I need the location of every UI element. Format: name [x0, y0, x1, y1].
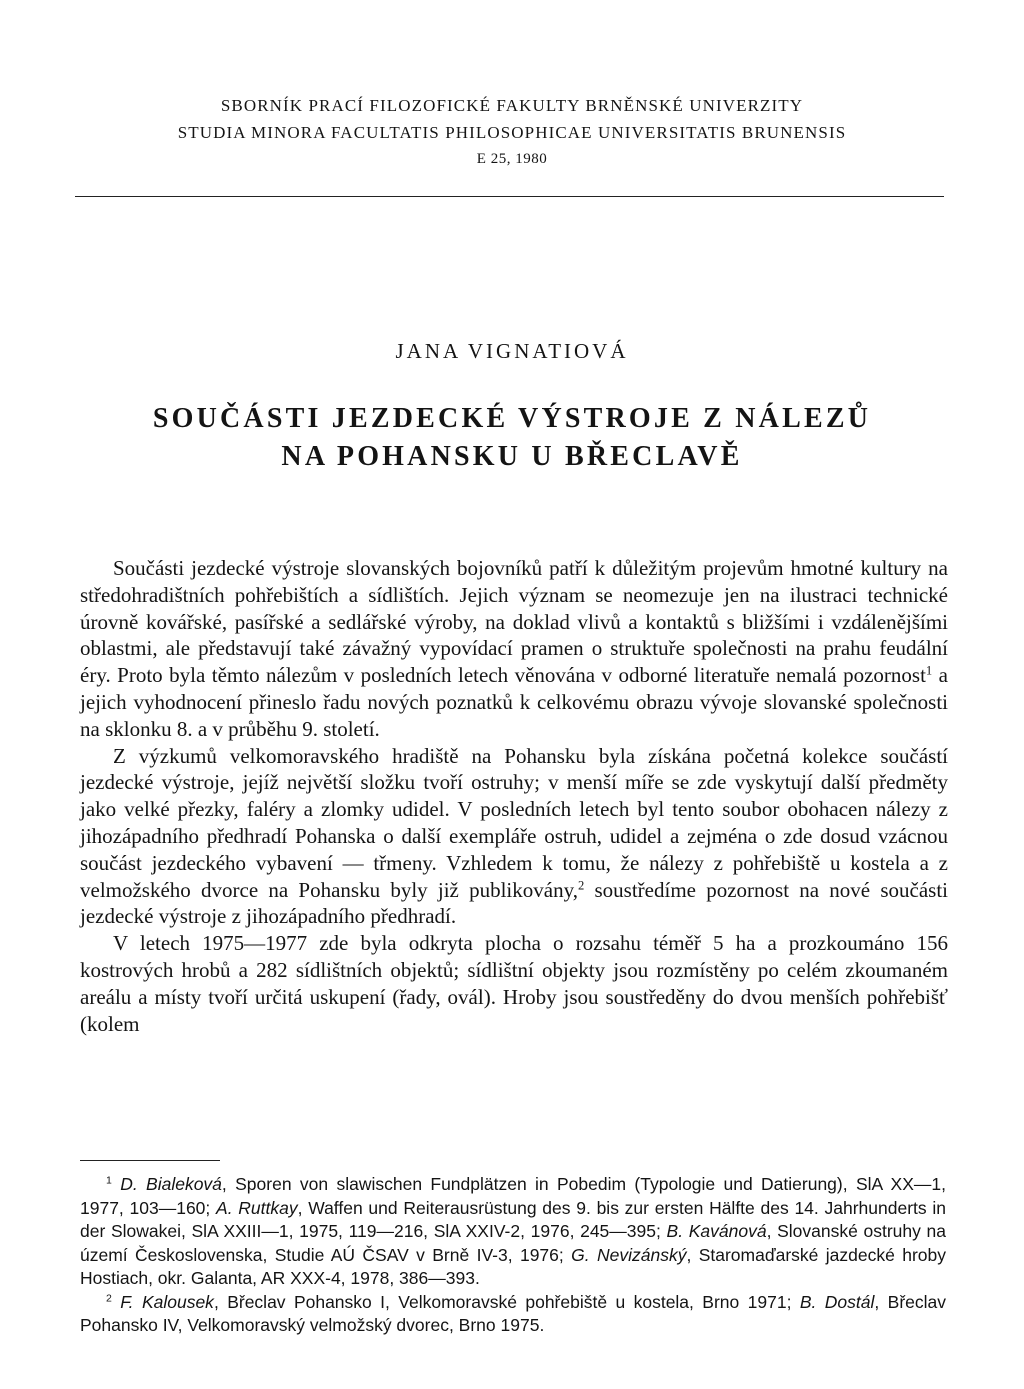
paragraph-1: [80, 555, 948, 743]
footnote-ref-1: 1: [925, 663, 933, 678]
article-title: [0, 400, 1024, 476]
footnote-1-text-3: , Slovanské ostruhy na území Československa, Studie AÚ ČSAV v Brně IV-3, 1976;: [80, 1221, 947, 1265]
footnote-1: [80, 1173, 946, 1291]
footnote-1-author-4: G. Nevizánský: [571, 1244, 687, 1265]
journal-volume: E 25, 1980: [476, 151, 548, 167]
footnote-1-text-1: , Sporen von slawischen Fundplätzen in Pobedim (Typologie und Datierung), SlA XX—1, 1977, 103—160;: [80, 1174, 946, 1218]
paragraph-2: [80, 743, 948, 931]
footnote-2-number: 2: [106, 1292, 112, 1305]
footnote-1-author-2: A. Ruttkay: [216, 1197, 298, 1218]
footnote-2-author-1: F. Kalousek: [120, 1291, 214, 1312]
footnote-1-text-2: , Waffen und Reiterausrüstung des 9. bis zur ersten Hälfte des 14. Jahrhunderts in der Slowakei, SlA XXIII—1, 1975, 119—216, SlA XXIV-2, 1976, 245—395;: [80, 1197, 946, 1241]
footnote-2-author-2: B. Dostál: [799, 1291, 875, 1312]
footnote-divider: [80, 1160, 220, 1161]
header-divider: [75, 196, 944, 197]
article-body: [80, 555, 948, 1037]
article-title-line-1: SOUČÁSTI JEZDECKÉ VÝSTROJE Z NÁLEZŮ: [152, 403, 872, 434]
footnote-2: [80, 1291, 946, 1338]
journal-title-latin: STUDIA MINORA FACULTATIS PHILOSOPHICAE UNIVERSITATIS BRUNENSIS: [177, 123, 847, 142]
footnote-2-text-2: , Břeclav Pohansko IV, Velkomoravský velmožský dvorec, Brno 1975.: [80, 1291, 947, 1335]
paragraph-3: V letech 1975—1977 zde byla odkryta plocha o rozsahu téměř 5 ha a prozkoumáno 156 kostrových hrobů a 282 sídlištních objektů; sídlištní objekty jsou rozmístěny po celém zkoumaném areálu a místy tvoří určitá uskupení (řady, ovál). Hroby jsou soustředěny do dvou menších pohřebišť (kolem: [80, 931, 948, 1036]
footnote-1-number: 1: [106, 1174, 112, 1187]
paragraph-1-text-b: a jejich vyhodnocení přineslo řadu nových poznatků k celkovému obrazu vývoje slovanské společnosti na sklonku 8. a v průběhu 9. století.: [80, 663, 948, 741]
footnote-2-text-1: , Břeclav Pohansko I, Velkomoravské pohřebiště u kostela, Brno 1971;: [213, 1291, 800, 1312]
footnote-1-text-4: , Staromaďarské jazdecké hroby Hostiach, okr. Galanta, AR XXX-4, 1978, 386—393.: [80, 1244, 946, 1288]
paragraph-2-text-b: soustředíme pozornost na nové součásti jezdecké výstroje z jihozápadního předhradí.: [80, 877, 948, 929]
footnote-1-author-1: D. Bialeková: [120, 1174, 222, 1194]
footnotes: [80, 1173, 946, 1338]
article-author: JANA VIGNATIOVÁ: [395, 339, 629, 363]
footnote-1-author-3: B. Kavánová: [666, 1221, 767, 1241]
journal-header: [0, 92, 1024, 173]
paragraph-1-text-a: Součásti jezdecké výstroje slovanských bojovníků patří k důležitým projevům hmotné kultury na středohradištních pohřebištích a sídlištích. Jejich význam se neomezuje jen na ilustraci technické úrovně kovářské, pasířské a sedlářské výroby, na doklad vlivů a kontaktů s bližšími i vzdálenějšími oblastmi, ale představují také závažný vypovídací pramen o struktuře společnosti na prahu feudální éry. Proto byla těmto nálezům v posledních letech věnována v odborné literatuře nemalá pozornost: [80, 556, 948, 688]
journal-title-czech: SBORNÍK PRACÍ FILOZOFICKÉ FAKULTY BRNĚNSKÉ UNIVERZITY: [220, 96, 804, 115]
footnote-ref-2: 2: [577, 878, 585, 893]
paragraph-2-text-a: Z výzkumů velkomoravského hradiště na Pohansku byla získána početná kolekce součástí jezdecké výstroje, jejíž největší složku tvoří ostruhy; v menší míře se zde vyskytují další předměty jako velké přezky, faléry a zlomky udidel. V posledních letech byl tento soubor obohacen nálezy z jihozápadního předhradí Pohanska o další exempláře ostruh, udidel a zejména o zde dosud vzácnou součást jezdeckého vybavení — třmeny. Vzhledem k tomu, že nálezy z pohřebiště u kostela a z velmožského dvorce na Pohansku byly již publikovány,: [80, 743, 948, 902]
article-title-line-2: NA POHANSKU U BŘECLAVĚ: [281, 441, 743, 472]
